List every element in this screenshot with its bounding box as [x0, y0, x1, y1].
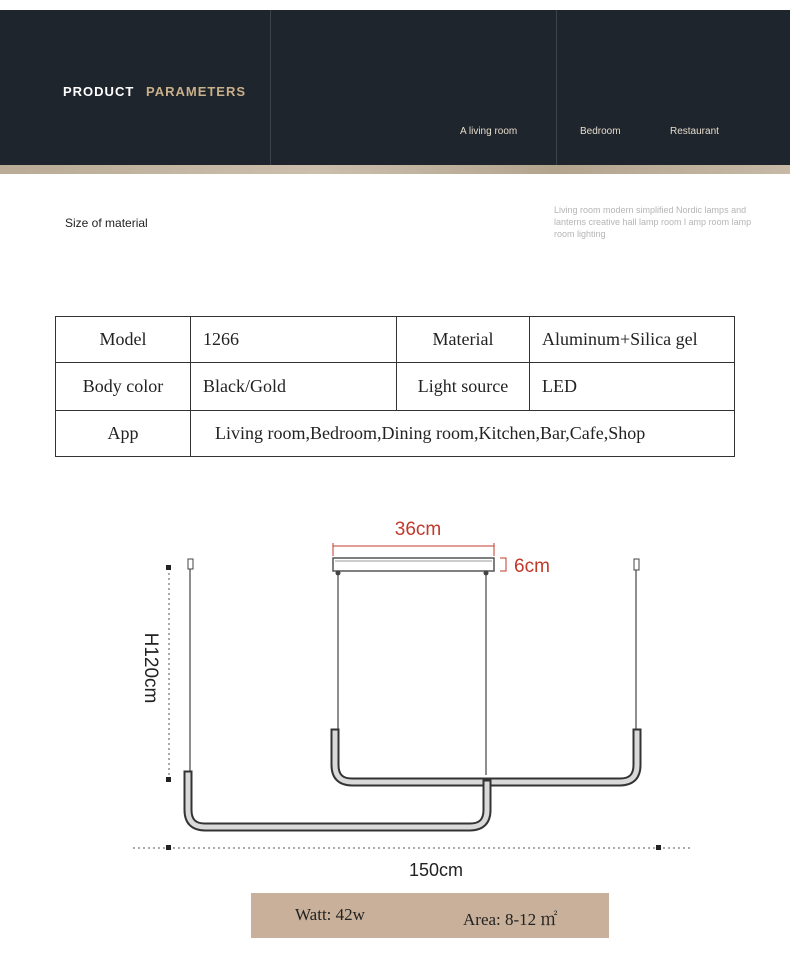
height-dimension-end — [166, 565, 171, 570]
app-value: Living room,Bedroom,Dining room,Kitchen,Bar,Cafe,Shop — [191, 411, 735, 457]
banner-title-product: PRODUCT — [63, 84, 135, 99]
height-label: H120cm — [140, 632, 161, 704]
canopy — [333, 558, 494, 571]
app-label: App — [56, 411, 191, 457]
wire-anchor — [336, 571, 341, 576]
wire-clamp — [634, 559, 639, 570]
wire-clamp — [188, 559, 193, 569]
length-dimension-end — [166, 845, 171, 850]
height-dimension-end — [166, 777, 171, 782]
canopy-height-label: 6cm — [514, 556, 550, 577]
specs-box — [251, 893, 609, 938]
room-label-living-room: A living room — [460, 126, 518, 137]
body-color-value: Black/Gold — [191, 363, 397, 411]
model-label: Model — [56, 317, 191, 363]
canopy-width-label: 36cm — [394, 519, 442, 540]
model-value: 1266 — [191, 317, 397, 363]
length-label: 150cm — [408, 860, 464, 880]
body-color-label: Body color — [56, 363, 191, 411]
room-label-restaurant: Restaurant — [670, 126, 719, 137]
material-label: Material — [397, 317, 530, 363]
wire-anchor — [484, 571, 489, 576]
canopy-height-bracket — [500, 558, 506, 571]
watt-label: Watt: 42w — [295, 905, 365, 924]
room-label-bedroom: Bedroom — [580, 126, 621, 137]
length-dimension-end — [656, 845, 661, 850]
section-label: Size of material — [65, 216, 148, 230]
area-label: Area: 8-12 ㎡ — [463, 910, 558, 929]
banner-title-parameters: PARAMETERS — [146, 84, 247, 99]
light-source-value: LED — [530, 363, 735, 411]
product-description: Living room modern simplified Nordic lamps and lanterns creative hall lamp room l amp room lamp room lighting — [554, 205, 752, 239]
light-source-label: Light source — [397, 363, 530, 411]
material-value: Aluminum+Silica gel — [530, 317, 735, 363]
